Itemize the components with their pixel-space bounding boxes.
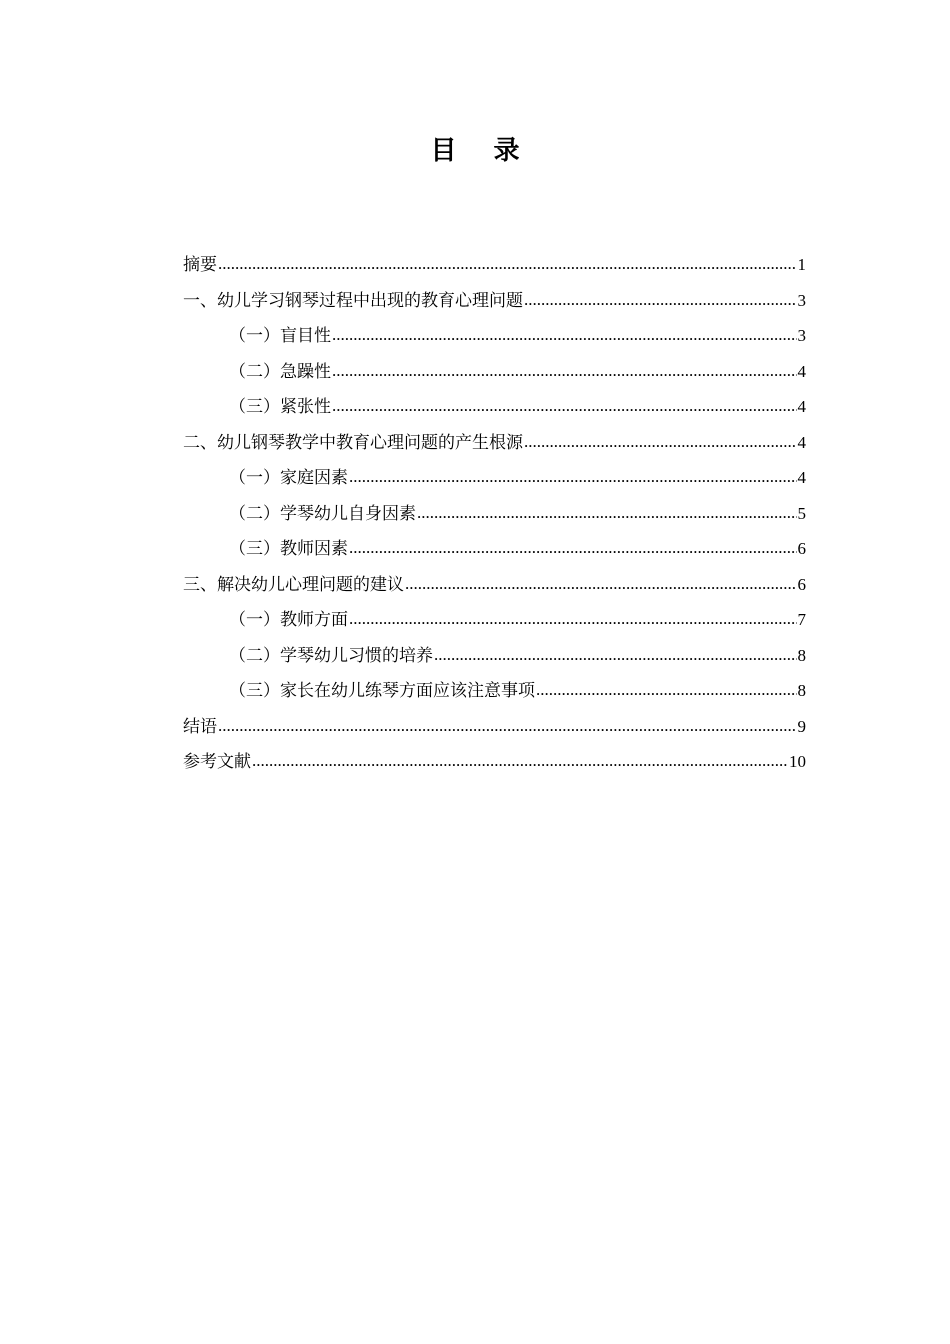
toc-page-number: 1 — [797, 255, 806, 274]
toc-page-number: 8 — [797, 645, 806, 665]
toc-entry-label: （二）急躁性 — [229, 361, 331, 382]
toc-dot-leader — [405, 569, 797, 599]
toc-dot-leader — [349, 462, 797, 492]
toc-entry-label: 结语 — [183, 716, 217, 737]
toc-page-number: 5 — [797, 503, 806, 523]
toc-entry-label: 摘要 — [183, 255, 217, 275]
toc-page-number: 4 — [797, 468, 806, 487]
toc-dot-leader — [536, 675, 797, 705]
toc-entry-section-3-1[interactable] — [183, 605, 806, 641]
toc-page-number: 4 — [797, 361, 806, 381]
toc-entry-section-1[interactable] — [183, 286, 806, 322]
toc-page-number: 7 — [797, 610, 806, 629]
toc-entry-label: （三）教师因素 — [229, 539, 348, 559]
toc-entry-label: （二）学琴幼儿自身因素 — [229, 503, 416, 524]
toc-entry-section-3-2[interactable] — [183, 641, 806, 677]
toc-page-number: 3 — [797, 290, 806, 310]
toc-page-number: 6 — [797, 539, 806, 558]
toc-entry-label: （三）紧张性 — [229, 397, 331, 417]
toc-page-number: 4 — [797, 397, 806, 416]
toc-entry-section-3[interactable] — [183, 570, 806, 606]
toc-dot-leader — [434, 640, 797, 670]
toc-dot-leader — [349, 533, 797, 563]
toc-title: 目 录 — [430, 136, 534, 166]
toc-entry-label: 参考文献 — [183, 752, 251, 772]
toc-entry-conclusion[interactable] — [183, 712, 806, 748]
toc-entry-section-1-2[interactable] — [183, 357, 806, 393]
toc-dot-leader — [524, 427, 797, 457]
toc-entry-references[interactable] — [183, 747, 806, 783]
table-of-contents — [183, 250, 806, 783]
toc-entry-section-2-3[interactable] — [183, 534, 806, 570]
toc-page-number: 4 — [797, 432, 806, 452]
toc-dot-leader — [218, 711, 797, 741]
toc-page-number: 3 — [797, 326, 806, 345]
toc-dot-leader — [332, 391, 797, 421]
toc-entry-label: （一）盲目性 — [229, 326, 331, 346]
toc-entry-label: 一、幼儿学习钢琴过程中出现的教育心理问题 — [183, 290, 523, 311]
toc-dot-leader — [524, 285, 797, 315]
toc-entry-label: 三、解决幼儿心理问题的建议 — [183, 574, 404, 595]
toc-dot-leader — [332, 320, 797, 350]
toc-page-number: 9 — [797, 716, 806, 736]
toc-entry-label: 二、幼儿钢琴教学中教育心理问题的产生根源 — [183, 432, 523, 453]
toc-entry-label: （一）家庭因素 — [229, 468, 348, 488]
toc-entry-label: （二）学琴幼儿习惯的培养 — [229, 645, 433, 666]
toc-page-number: 8 — [797, 681, 806, 700]
toc-entry-section-3-3[interactable] — [183, 676, 806, 712]
toc-entry-abstract[interactable] — [183, 250, 806, 286]
toc-page-number: 6 — [797, 574, 806, 594]
toc-dot-leader — [252, 746, 788, 776]
toc-entry-section-2[interactable] — [183, 428, 806, 464]
toc-entry-label: （一）教师方面 — [229, 610, 348, 630]
toc-dot-leader — [349, 604, 797, 634]
toc-dot-leader — [417, 498, 797, 528]
toc-entry-section-2-2[interactable] — [183, 499, 806, 535]
toc-page-number: 10 — [789, 752, 806, 771]
toc-entry-section-1-3[interactable] — [183, 392, 806, 428]
toc-entry-section-1-1[interactable] — [183, 321, 806, 357]
toc-entry-section-2-1[interactable] — [183, 463, 806, 499]
toc-entry-label: （三）家长在幼儿练琴方面应该注意事项 — [229, 681, 535, 701]
toc-dot-leader — [218, 249, 797, 279]
toc-dot-leader — [332, 356, 797, 386]
